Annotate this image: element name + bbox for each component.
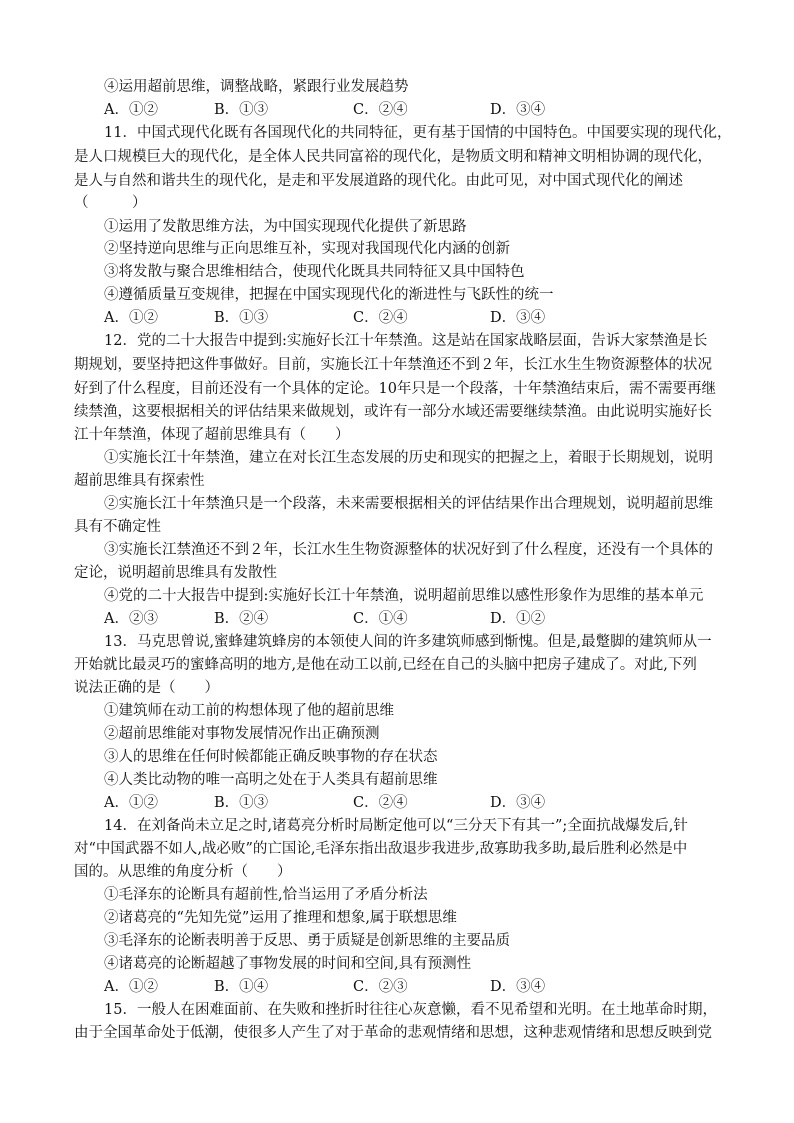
q13-options xyxy=(104,792,734,814)
q11-option-a: A．①② xyxy=(104,310,158,326)
q13-stem-line: 开始就比最灵巧的蜜蜂高明的地方,是他在动工以前,已经在自己的头脑中把房子建成了。对此,下列 xyxy=(74,657,697,673)
q10-option-d: D．③④ xyxy=(490,102,546,118)
q10-option-a: A．①② xyxy=(104,102,158,118)
q13-statement-4: ④人类比动物的唯一高明之处在于人类具有超前思维 xyxy=(104,772,438,788)
q14-statement-4: ④诸葛亮的论断超越了事物发展的时间和空间,具有预测性 xyxy=(104,956,472,972)
q12-option-a: A．②③ xyxy=(104,611,158,627)
q15-stem-line: 15．一般人在困难面前、在失败和挫折时往往心灰意懒，看不见希望和光明。在土地革命时期， xyxy=(104,1002,717,1018)
q12-statement-2: ②实施长江十年禁渔只是一个段落，未来需要根据相关的评估结果作出合理规划，说明超前思维 xyxy=(104,496,713,512)
q13-option-a: A．①② xyxy=(104,795,158,811)
q11-answer-blank: （ ） xyxy=(74,195,147,211)
q14-statement-3: ③毛泽东的论断表明善于反思、勇于质疑是创新思维的主要品质 xyxy=(104,933,510,949)
q14-option-d: D．③④ xyxy=(490,979,546,995)
q12-stem-line: 期规划，要坚持把这件事做好。目前，实施长江十年禁渔还不到２年，长江水生生物资源整体的状况 xyxy=(74,357,712,373)
q11-option-b: B．①③ xyxy=(214,310,269,326)
q12-statement-1-cont: 超前思维具有探索性 xyxy=(74,473,205,489)
q11-option-c: C．②④ xyxy=(353,310,408,326)
q14-stem-line: 14．在刘备尚未立足之时,诸葛亮分析时局断定他可以“三分天下有其一”;全面抗战爆发后,针 xyxy=(104,818,688,834)
q14-stem-line: 对“中国武器不如人,战必败”的亡国论,毛泽东指出敌退步我进步,敌寡助我多助,最后胜利必然是中 xyxy=(74,841,688,857)
q13-stem-line: 13．马克思曾说,蜜蜂建筑蜂房的本领使人间的许多建筑师感到惭愧。但是,最蹩脚的建筑师从一 xyxy=(104,634,712,650)
q14-options xyxy=(104,976,734,998)
q12-statement-3-cont: 定论，说明超前思维具有发散性 xyxy=(74,565,277,581)
q14-option-a: A．①② xyxy=(104,979,158,995)
q12-stem-line: 江十年禁渔，体现了超前思维具有（ ） xyxy=(74,427,350,443)
q10-options xyxy=(104,99,734,121)
q12-stem-line: 续禁渔，这要根据相关的评估结果来做规划，或许有一部分水域还需要继续禁渔。由此说明实施好长 xyxy=(74,404,712,420)
q11-option-d: D．③④ xyxy=(490,310,546,326)
q13-option-c: C．②④ xyxy=(353,795,408,811)
q14-stem-line: 国的。从思维的角度分析（ ） xyxy=(74,864,292,880)
q13-stem-line: 说法正确的是（ ） xyxy=(74,680,219,696)
q12-statement-1: ①实施长江十年禁渔，建立在对长江生态发展的历史和现实的把握之上，着眼于长期规划，说明 xyxy=(104,450,713,466)
q15-stem-line: 由于全国革命处于低潮，使很多人产生了对于革命的悲观情绪和思想，这种悲观情绪和思想反映到党 xyxy=(74,1025,712,1041)
q11-statement-1: ①运用了发散思维方法，为中国实现现代化提供了新思路 xyxy=(104,219,467,235)
q14-statement-2: ②诸葛亮的“先知先觉”运用了推理和想象,属于联想思维 xyxy=(104,910,457,926)
q13-option-b: B．①③ xyxy=(214,795,269,811)
q11-statement-4: ④遵循质量互变规律，把握在中国实现现代化的渐进性与飞跃性的统一 xyxy=(104,287,554,303)
q11-statement-3: ③将发散与聚合思维相结合，使现代化既具共同特征又具中国特色 xyxy=(104,264,525,280)
q14-option-b: B．①④ xyxy=(214,979,269,995)
q13-statement-2: ②超前思维能对事物发展情况作出正确预测 xyxy=(104,726,380,742)
q14-statement-1: ①毛泽东的论断具有超前性,恰当运用了矛盾分析法 xyxy=(104,887,428,903)
q12-stem-line: 好到了什么程度，目前还没有一个具体的定论。10年只是一个段落，十年禁渔结束后，需不需要再继 xyxy=(74,381,716,397)
q11-stem-line: 是人口规模巨大的现代化，是全体人民共同富裕的现代化，是物质文明和精神文明相协调的现代化， xyxy=(74,149,712,165)
q12-stem-line: 12．党的二十大报告中提到:实施好长江十年禁渔。这是站在国家战略层面，告诉大家禁渔是长 xyxy=(104,333,708,349)
q10-option-c: C．②④ xyxy=(353,102,408,118)
q12-options xyxy=(104,608,734,630)
q11-stem-line: 11．中国式现代化既有各国现代化的共同特征，更有基于国情的中国特色。中国要实现的现代化， xyxy=(104,125,732,141)
q12-option-d: D．①② xyxy=(490,611,546,627)
q11-statement-2: ②坚持逆向思维与正向思维互补，实现对我国现代化内涵的创新 xyxy=(104,241,510,257)
q14-option-c: C．②③ xyxy=(353,979,408,995)
q11-stem-line: 是人与自然和谐共生的现代化，是走和平发展道路的现代化。由此可见，对中国式现代化的阐述 xyxy=(74,173,683,189)
q10-statement-4: ④运用超前思维，调整战略，紧跟行业发展趋势 xyxy=(104,79,409,95)
q12-option-c: C．①④ xyxy=(353,611,408,627)
q11-options xyxy=(104,307,734,329)
q10-option-b: B．①③ xyxy=(214,102,269,118)
q12-option-b: B．②④ xyxy=(214,611,269,627)
q13-statement-1: ①建筑师在动工前的构想体现了他的超前思维 xyxy=(104,703,394,719)
q13-statement-3: ③人的思维在任何时候都能正确反映事物的存在状态 xyxy=(104,749,438,765)
q12-statement-3: ③实施长江禁渔还不到２年，长江水生生物资源整体的状况好到了什么程度，还没有一个具体的 xyxy=(104,542,713,558)
q13-option-d: D．③④ xyxy=(490,795,546,811)
q12-statement-4: ④党的二十大报告中提到:实施好长江十年禁渔，说明超前思维以感性形象作为思维的基本单元 xyxy=(104,588,704,604)
q12-statement-2-cont: 具有不确定性 xyxy=(74,519,161,535)
